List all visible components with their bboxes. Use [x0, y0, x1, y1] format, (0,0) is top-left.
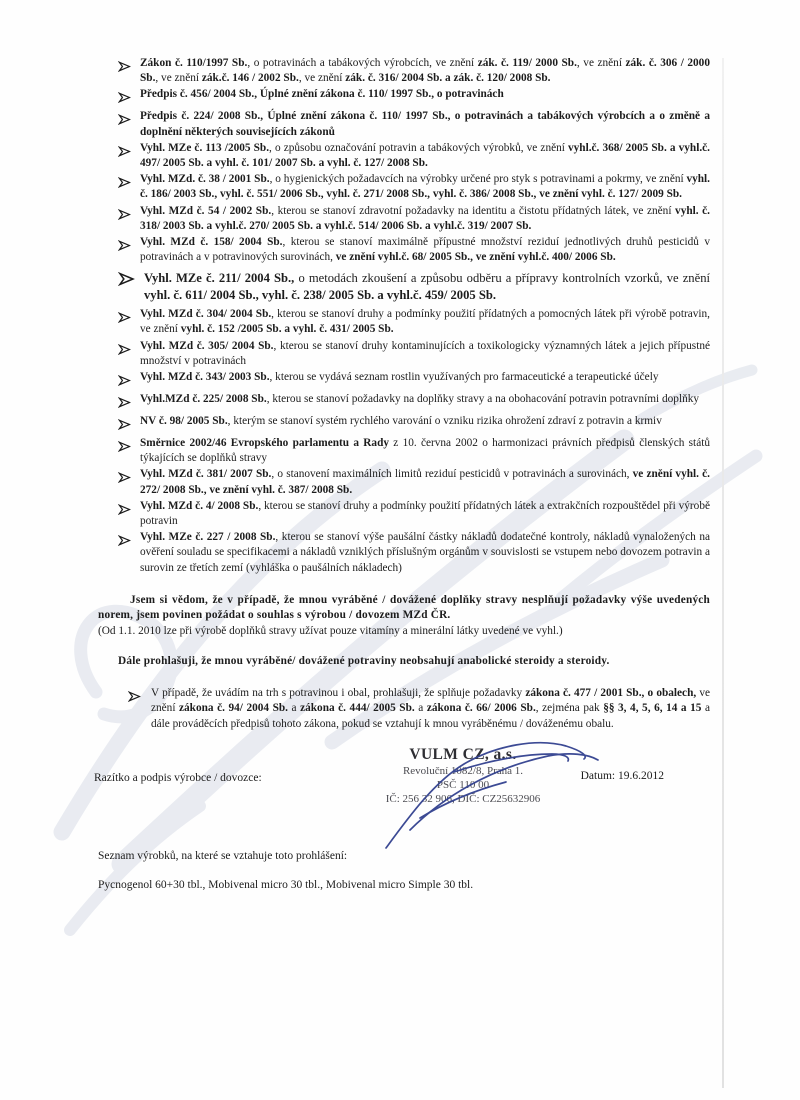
law-list-item-text: Vyhl.MZd č. 225/ 2008 Sb., kterou se stanoví požadavky na doplňky stravy a na obohacování potravin potravními doplňky	[140, 393, 700, 406]
bullet-arrow-icon	[118, 530, 133, 551]
bullet-arrow-icon	[118, 307, 133, 328]
law-list-item-text: Vyhl. MZd č. 304/ 2004 Sb., kterou se stanoví druhy a podmínky použití přídatných a pomocných látek při výrobě potravin, ve znění vyhl. č. 152 /2005 Sb. a vyhl. č. 431/ 2005 Sb.	[140, 308, 710, 336]
law-list-item	[98, 392, 710, 413]
bullet-arrow-icon	[118, 499, 133, 520]
law-list-item	[98, 307, 710, 337]
steroids-declaration: Dále prohlašuji, že mnou vyráběné/ dovážené potraviny neobsahují anabolické steroidy a steroidy.	[118, 654, 610, 667]
law-list-item-text: Vyhl. MZd. č. 38 / 2001 Sb., o hygienických požadavcích na výrobky určené pro styk s potravinami a pokrmy, ve znění vyhl. č. 186/ 2003 Sb., vyhl. č. 551/ 2006 Sb., vyhl. č. 271/ 2008 Sb., vyhl. č. 386/ 2008 Sb., ve znění vyhl. č. 127/ 2009 Sb.	[140, 173, 710, 201]
law-list-item	[98, 530, 710, 576]
law-list-item-text: Vyhl. MZd č. 158/ 2004 Sb., kterou se stanoví maximálně přípustné množství reziduí jednotlivých druhů pesticidů v potravinách a v potravinových surovinách, ve znění vyhl.č. 68/ 2005 Sb., ve znění vyhl.č. 400/ 2006 Sb.	[140, 236, 711, 264]
packaging-bullet-text: V případě, že uvádím na trh s potravinou i obal, prohlašuji, že splňuje požadavky zákona č. 477 / 2001 Sb., o obalech, ve znění zákona č. 94/ 2004 Sb. a zákona č. 444/ 2005 Sb. a zákona č. 66/ 2006 Sb., zejména pak §§ 3, 4, 5, 6, 14 a 15 a dále prováděcích předpisů tohoto zákona, pokud se vztahují k mnou vyráběnému / dováženému obalu.	[151, 686, 711, 730]
law-list-item	[98, 467, 710, 497]
products-list: Pycnogenol 60+30 tbl., Mobivenal micro 30 tbl., Mobivenal micro Simple 30 tbl.	[98, 878, 474, 891]
stamp-signature-label: Razítko a podpis výrobce / dovozce:	[94, 771, 262, 784]
stamp-zip: PSČ 110 00	[436, 778, 490, 791]
bullet-arrow-icon	[118, 370, 133, 391]
declaration-paragraph: Jsem si vědom, že v případě, že mnou vyráběné / dovážené doplňky stravy nesplňují požadavky výše uvedených norem, jsem povinen požádat o souhlas s výrobou / dovozem MZd ČR.	[98, 593, 710, 622]
stamp-company-name: VULM CZ, a.s.	[409, 745, 517, 763]
law-list-item-text: Vyhl. MZd č. 4/ 2008 Sb., kterou se stanoví druhy a podmínky použití přídatných látek a extrakčních rozpouštědel při výrobě potravin	[140, 499, 710, 528]
packaging-bullet-item	[98, 686, 710, 732]
bullet-arrow-icon	[118, 87, 133, 108]
law-list-item-text: Vyhl. MZd č. 54 / 2002 Sb., kterou se stanoví zdravotní požadavky na identitu a čistotu přídatných látek, ve znění vyhl. č. 318/ 2003 Sb. a vyhl.č. 270/ 2005 Sb. a vyhl.č. 514/ 2006 Sb. a vyhl.č. 319/ 2007 Sb.	[140, 204, 710, 232]
law-list-item	[98, 414, 710, 435]
law-list-item-text: Vyhl. MZe č. 113 /2005 Sb., o způsobu označování potravin a tabákových výrobků, ve znění vyhl.č. 368/ 2005 Sb. a vyhl.č. 497/ 2005 Sb. a vyhl. č. 101/ 2007 Sb. a vyhl. č. 127/ 2008 Sb.	[140, 141, 711, 170]
bullet-arrow-icon	[118, 235, 133, 256]
law-list-item-text: Směrnice 2002/46 Evropského parlamentu a Rady z 10. června 2002 o harmonizaci právních předpisů členských států týkajících se doplňků stravy	[140, 437, 710, 465]
note-paragraph: (Od 1.1. 2010 lze při výrobě doplňků stravy užívat pouze vitamíny a minerální látky uvedené ve vyhl.)	[98, 625, 563, 638]
stamp-ids: IČ: 256 32 906, DIČ: CZ25632906	[385, 792, 541, 805]
law-list-item	[98, 56, 710, 86]
products-heading: Seznam výrobků, na které se vztahuje toto prohlášení:	[98, 849, 348, 862]
law-list-item	[98, 87, 710, 108]
law-list-item-text: Vyhl. MZe č. 227 / 2008 Sb., kterou se stanoví výše paušální částky nákladů dodatečné kontroly, nákladů vynaložených na ověření souladu se specifikacemi a nákladů vzniklých příslušným orgánům v souvislosti se vstupem nebo dovozem potravin a surovin ze třetích zemí (vyhláška o paušálních nákladech)	[140, 531, 710, 574]
bullet-arrow-icon	[118, 392, 133, 413]
document-content	[94, 56, 711, 902]
law-list-item-text: Vyhl. MZd č. 305/ 2004 Sb., kterou se stanoví druhy kontaminujících a toxikologicky významných látek a jejich přípustné množství v potravinách	[140, 339, 710, 367]
law-list-item-text: Předpis č. 224/ 2008 Sb., Úplné znění zákona č. 110/ 1997 Sb., o potravinách a tabákových výrobcích a o změně a doplnění některých souvisejících zákonů	[140, 110, 710, 138]
law-list-item	[98, 109, 710, 139]
bullet-arrow-icon	[118, 414, 133, 435]
bullet-arrow-icon	[118, 172, 133, 193]
law-list-item-text: Vyhl. MZd č. 381/ 2007 Sb., o stanovení maximálních limitů reziduí pesticidů v potravinách a surovinách, ve znění vyhl. č. 272/ 2008 Sb., ve znění vyhl. č. 387/ 2008 Sb.	[140, 468, 710, 496]
bullet-arrow-icon	[118, 109, 133, 130]
stamp-address: Revoluční 1082/8, Praha 1.	[402, 764, 524, 777]
company-stamp	[330, 746, 596, 806]
law-list-item	[98, 370, 710, 391]
law-list-item	[98, 172, 710, 202]
law-list-item-text: Předpis č. 456/ 2004 Sb., Úplné znění zákona č. 110/ 1997 Sb., o potravinách	[140, 88, 504, 101]
bullet-arrow-icon	[118, 56, 133, 77]
scan-artifact-line	[722, 58, 724, 1088]
law-list-item	[98, 204, 710, 234]
law-list	[98, 56, 710, 576]
law-list-item	[98, 235, 710, 265]
signature-row	[94, 742, 710, 828]
date-label: Datum: 19.6.2012	[580, 769, 664, 782]
law-list-item-text: Zákon č. 110/1997 Sb., o potravinách a tabákových výrobcích, ve znění zák. č. 119/ 2000 Sb., ve znění zák. č. 306 / 2000 Sb., ve znění zák.č. 146 / 2002 Sb., ve znění zák. č. 316/ 2004 Sb. a zák. č. 120/ 2008 Sb.	[140, 57, 710, 85]
law-list-item	[98, 270, 710, 303]
bullet-arrow-icon	[128, 686, 143, 707]
law-list-item-text: Vyhl. MZe č. 211/ 2004 Sb., o metodách zkoušení a způsobu odběru a přípravy kontrolních vzorků, ve znění vyhl. č. 611/ 2004 Sb., vyhl. č. 238/ 2005 Sb. a vyhl.č. 459/ 2005 Sb.	[144, 271, 710, 302]
law-list-item	[98, 141, 710, 171]
bullet-arrow-icon	[118, 141, 133, 162]
bullet-arrow-icon	[118, 467, 133, 488]
law-list-item-text: NV č. 98/ 2005 Sb., kterým se stanoví systém rychlého varování o vzniku rizika ohrožení zdraví z potravin a krmiv	[140, 415, 662, 428]
bullet-arrow-icon	[118, 339, 133, 360]
bullet-arrow-icon	[118, 270, 137, 291]
law-list-item	[98, 499, 710, 529]
bullet-arrow-icon	[118, 436, 133, 457]
law-list-item-text: Vyhl. MZd č. 343/ 2003 Sb., kterou se vydává seznam rostlin využívaných pro farmaceutické a terapeutické účely	[140, 371, 659, 384]
law-list-item	[98, 339, 710, 369]
law-list-item	[98, 436, 710, 466]
bullet-arrow-icon	[118, 204, 133, 225]
